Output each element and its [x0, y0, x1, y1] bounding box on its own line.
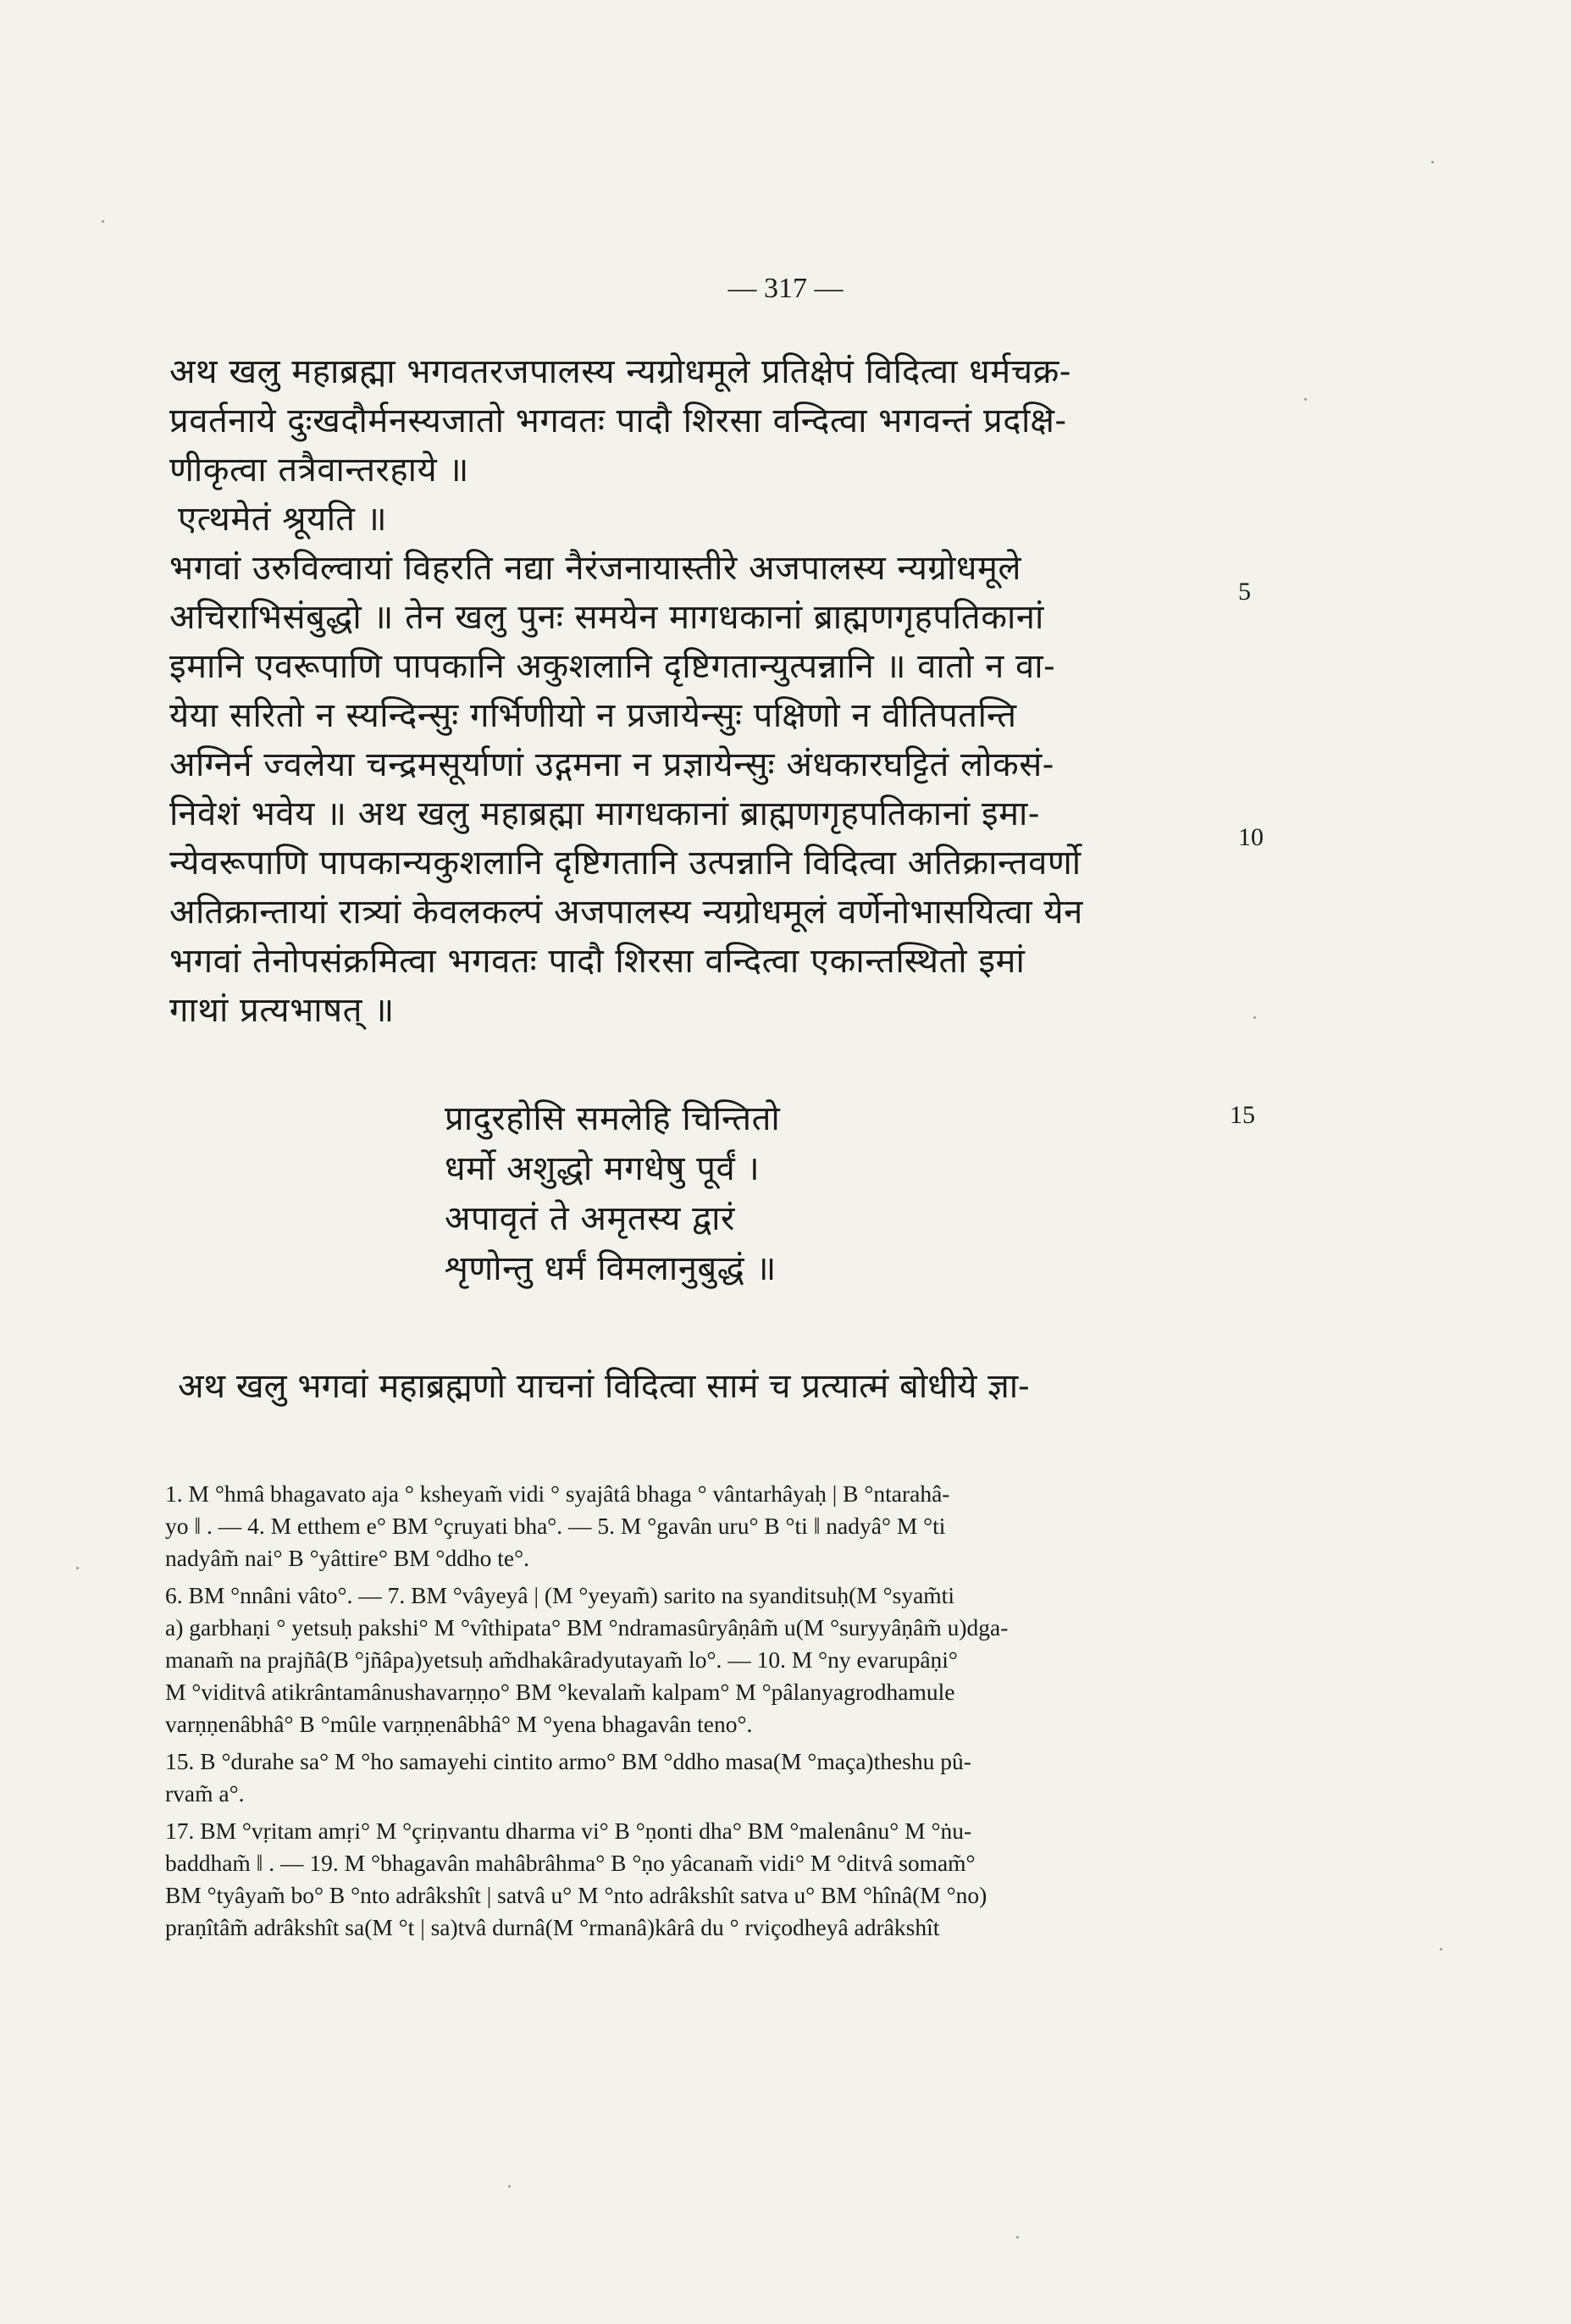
footnote-line: baddham̃ ‖ . — 19. M °bhagavân mahâbrâhma° B °ṇo yâcanam̃ vidi° M °ditvâ somam̃° — [165, 1850, 976, 1876]
footnotes — [165, 1478, 1259, 1949]
prose-line: निवेशं भवेय ॥ अथ खलु महाब्रह्मा मागधकानां ब्राह्मणगृहपतिकानां इमा- — [169, 794, 1040, 833]
verse-block — [445, 1094, 1207, 1294]
scan-speck — [508, 2185, 511, 2188]
prose-line: इमानि एवरूपाणि पापकानि अकुशलानि दृष्टिगतान्युत्पन्नानि ॥ वातो न वा- — [169, 647, 1056, 686]
verse-line: अपावृतं ते अमृतस्य द्वारं — [445, 1199, 735, 1238]
footnote-line: praṇîtâm̃ adrâkshît sa(M °t | sa)tvâ durnâ(M °rmanâ)kârâ du ° rviçodheyâ adrâkshît — [165, 1914, 940, 1940]
page-number: — 317 — — [727, 273, 844, 304]
scan-speck — [76, 1567, 79, 1569]
prose-line: भगवां उरुविल्वायां विहरति नद्या नैरंजनायास्तीरे अजपालस्य न्यग्रोधमूले — [169, 549, 1021, 588]
footnote-line: 1. M °hmâ bhagavato aja ° ksheyam̃ vidi ° syajâtâ bhaga ° vântarhâyaḥ | B °ntarahâ- — [165, 1480, 950, 1507]
verse-line: धर्मो अशुद्धो मगधेषु पूर्वं । — [445, 1149, 761, 1188]
line-number-5: 5 — [1238, 578, 1251, 606]
footnote-line: BM °tyâyam̃ bo° B °nto adrâkshît | satvâ u° M °nto adrâkshît satva u° BM °hînâ(M °no) — [165, 1882, 987, 1908]
footnote — [165, 1746, 1259, 1810]
line-number-10: 10 — [1238, 823, 1264, 851]
line-number-15: 15 — [1230, 1101, 1255, 1129]
prose-line: भगवां तेनोपसंक्रमित्वा भगवतः पादौ शिरसा वन्दित्वा एकान्तस्थितो इमां — [169, 942, 1026, 981]
scan-speck — [1431, 161, 1434, 163]
scan-speck — [1253, 1016, 1256, 1019]
footnote — [165, 1815, 1259, 1944]
footnote-line: 6. BM °nnâni vâto°. — 7. BM °vâyeyâ | (M °yeyam̃) sarito na syanditsuḥ(M °syam̃ti — [165, 1582, 954, 1608]
footnote-line: rvam̃ a°. — [165, 1780, 245, 1807]
footnote-line: M °viditvâ atikrântamânushavarṇṇo° BM °kevalam̃ kalpam° M °pâlanyagrodhamule — [165, 1679, 955, 1705]
footnote-line: nadyâm̃ nai° B °yâttire° BM °ddho te°. — [165, 1545, 529, 1571]
closing-prose-line: अथ खलु भगवां महाब्रह्मणो याचनां विदित्वा सामं च प्रत्यात्मं बोधीये ज्ञा- — [178, 1367, 1030, 1406]
footnote-line: 17. BM °vṛitam amṛi° M °çriṇvantu dharma vi° B °ṇonti dha° BM °malenânu° M °ṅu- — [165, 1818, 972, 1844]
prose-line: अतिक्रान्तायां रात्र्यां केवलकल्पं अजपालस्य न्यग्रोधमूलं वर्णेनोभासयित्वा येन — [169, 893, 1083, 932]
prose-line: अथ खलु महाब्रह्मा भगवतरजपालस्य न्यग्रोधमूले प्रतिक्षेपं विदित्वा धर्मचक्र- — [169, 352, 1071, 391]
footnote-line: varṇṇenâbhâ° B °mûle varṇṇenâbhâ° M °yena bhagavân teno°. — [165, 1711, 753, 1737]
prose-line: येया सरितो न स्यन्दिन्सुः गर्भिणीयो न प्रजायेन्सुः पक्षिणो न वीतिपतन्ति — [169, 696, 1017, 735]
footnote — [165, 1478, 1259, 1574]
footnote — [165, 1580, 1259, 1740]
prose-line: न्येवरूपाणि पापकान्यकुशलानि दृष्टिगतानि उत्पन्नानि विदित्वा अतिक्रान्तवर्णो — [169, 844, 1081, 883]
verse-line: शृणोन्तु धर्मं विमलानुबुद्धं ॥ — [445, 1249, 777, 1288]
scan-speck — [102, 220, 104, 223]
prose-line: गाथां प्रत्यभाषत् ॥ — [169, 991, 395, 1030]
verse-line: प्रादुरहोसि समलेहि चिन्तितो — [445, 1099, 781, 1138]
prose-line: एत्थमेतं श्रूयति ॥ — [178, 500, 388, 539]
prose-line: णीकृत्वा तत्रैवान्तरहाये ॥ — [169, 451, 469, 490]
footnote-line: 15. B °durahe sa° M °ho samayehi cintito armo° BM °ddho masa(M °maça)theshu pû- — [165, 1748, 971, 1774]
footnote-line: yo ‖ . — 4. M etthem e° BM °çruyati bha°. — 5. M °gavân uru° B °ti ‖ nadyâ° M °ti — [165, 1513, 946, 1539]
main-prose — [169, 347, 1253, 1035]
scan-speck — [1304, 398, 1307, 401]
scan-speck — [1440, 1948, 1442, 1951]
footnote-line: a) garbhaṇi ° yetsuḥ pakshi° M °vîthipata° BM °ndramasûryâṇâm̃ u(M °suryyâṇâm̃ u)dga- — [165, 1614, 1009, 1641]
prose-line: अचिराभिसंबुद्धो ॥ तेन खलु पुनः समयेन मागधकानां ब्राह्मणगृहपतिकानां — [169, 598, 1044, 637]
prose-line: प्रवर्तनाये दुःखदौर्मनस्यजातो भगवतः पादौ शिरसा वन्दित्वा भगवन्तं प्रदक्षि- — [169, 401, 1067, 440]
footnote-line: manam̃ na prajñâ(B °jñâpa)yetsuḥ am̃dhakâradyutayam̃ lo°. — 10. M °ny evarupâṇi° — [165, 1646, 958, 1673]
scan-speck — [1016, 2236, 1019, 2238]
prose-line: अग्निर्न ज्वलेया चन्द्रमसूर्याणां उद्गमना न प्रज्ञायेन्सुः अंधकारघट्टितं लोकसं- — [169, 745, 1054, 784]
